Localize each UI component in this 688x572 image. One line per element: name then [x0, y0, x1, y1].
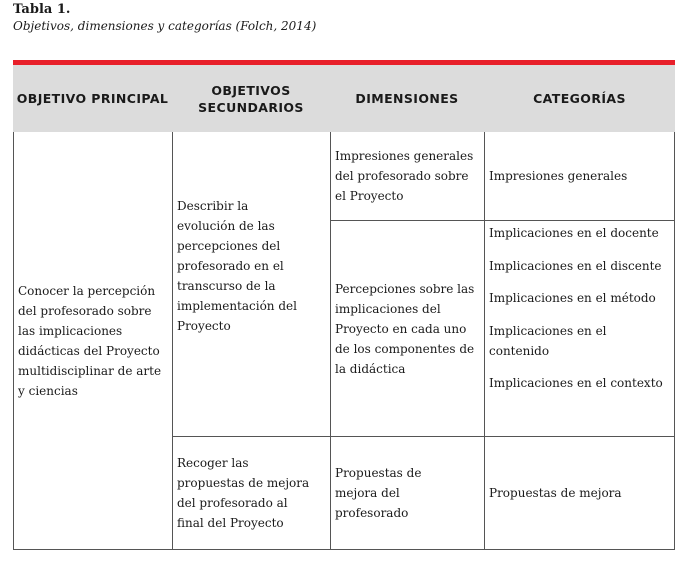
dimension-text: Percepciones sobre las implicaciones del Proyecto en cada uno de los componentes de la didáctica — [335, 281, 475, 376]
header-objetivos-secundarios: OBJETIVOS SECUNDARIOS — [198, 82, 304, 115]
dimension-text: Propuestas de mejora del profesorado — [335, 466, 422, 520]
table-number: Tabla 1. — [13, 2, 71, 17]
category-item: Implicaciones en el contexto — [489, 376, 663, 390]
secondary-objective-text: Recoger las propuestas de mejora del profesorado al final del Proyecto — [177, 456, 310, 530]
cell-category-2 — [484, 221, 675, 437]
category-item: Implicaciones en el docente — [489, 226, 659, 240]
header-categorias: CATEGORÍAS — [533, 91, 626, 106]
cell-dimension-2 — [330, 221, 484, 437]
category-text: Propuestas de mejora — [489, 486, 622, 500]
category-item: Implicaciones en el contenido — [489, 323, 607, 358]
header-dimensiones: DIMENSIONES — [355, 91, 459, 106]
cell-main-objective — [13, 132, 172, 550]
table-title: Objetivos, dimensiones y categorías (Folch, 2014) — [13, 19, 317, 33]
header-objetivo-principal: OBJETIVO PRINCIPAL — [16, 91, 169, 106]
cell-category-1 — [484, 132, 675, 221]
category-item: Implicaciones en el discente — [489, 258, 662, 273]
cell-secondary-objective-1 — [172, 132, 330, 437]
table-body — [13, 132, 675, 550]
main-objective-text: Conocer la percepción del profesorado sobre las implicaciones didácticas del Proyecto multidisciplinar de arte y ciencias — [18, 283, 162, 398]
cell-dimension-1 — [330, 132, 484, 221]
cell-secondary-objective-2 — [172, 437, 330, 550]
dimension-text: Impresiones generales del profesorado sobre el Proyecto — [335, 149, 474, 203]
category-text: Impresiones generales — [489, 169, 628, 183]
cell-category-3 — [484, 437, 675, 550]
cell-dimension-3 — [330, 437, 484, 550]
table-caption — [13, 2, 316, 34]
table-header — [13, 65, 675, 132]
secondary-objective-text: Describir la evolución de las percepciones del profesorado en el transcurso de la implementación del Proyecto — [177, 199, 297, 333]
category-list — [489, 221, 670, 406]
category-item: Implicaciones en el método — [489, 291, 656, 305]
